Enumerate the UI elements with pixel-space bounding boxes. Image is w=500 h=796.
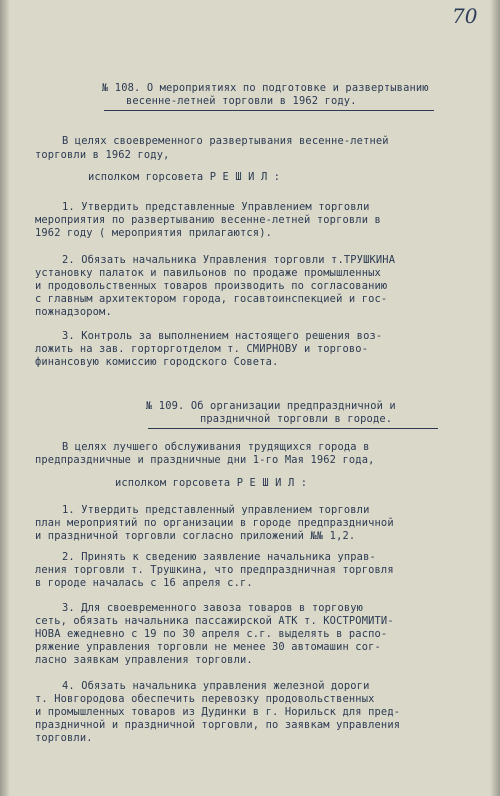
section-108-intro-line-1: В целях своевременного развертывания весенне-летней <box>62 135 389 147</box>
section-108-item-2-line-3: и продовольственных товаров производить по согласованию <box>35 280 388 292</box>
section-108-intro-line-2: торговли в 1962 году, <box>35 149 170 161</box>
section-109-intro-line-2: предпраздничные и праздничные дни 1-го Мая 1962 года, <box>35 454 375 466</box>
section-108-title-line-1: № 108. О мероприятиях по подготовке и развертыванию <box>102 82 429 94</box>
section-109-decided: исполком горсовета Р Е Ш И Л : <box>115 477 308 489</box>
page-edge-shadow-left <box>0 0 10 796</box>
section-108-item-2-line-5: пожнадзором. <box>35 306 112 318</box>
section-109-item-1-line-3: и праздничной торговли согласно приложений №№ 1,2. <box>35 530 356 542</box>
section-109-item-4-line-2: т. Новгородова обеспечить перевозку продовольственных <box>35 693 375 705</box>
section-108-item-2-line-4: с главным архитектором города, госавтоинспекцией и гос- <box>35 293 388 305</box>
section-108-title-line-2: весенне-летней торговли в 1962 году. <box>126 95 357 107</box>
section-108-item-2-line-2: установку палаток и павильонов по продаже промышленных <box>35 267 381 279</box>
section-109-item-1-line-2: план мероприятий по организации в городе предпраздничной <box>35 517 394 529</box>
page-number: 70 <box>452 4 478 28</box>
section-109-title-line-1: № 109. Об организации предпраздничной и <box>146 400 396 412</box>
section-109-title-line-2: праздничной торговли в городе. <box>200 413 393 425</box>
section-108-item-2-line-1: 2. Обязать начальника Управления торговли т.ТРУШКИНА <box>62 254 396 266</box>
page-edge-shadow-right <box>490 0 500 796</box>
section-109-item-2-line-2: ления торговли т. Трушкина, что предпраздничная торговля <box>35 564 394 576</box>
section-108-item-1-line-1: 1. Утвердить представленные Управлением торговли <box>62 201 370 213</box>
section-108-item-3-line-2: ложить на зав. горторготделом т. СМИРНОВУ и торгово- <box>35 343 369 355</box>
section-108-item-1-line-2: мероприятия по развертыванию весенне-летней торговли в <box>35 214 381 226</box>
section-109-item-2-line-1: 2. Принять к сведению заявление начальника управ- <box>62 551 376 563</box>
section-108-title-underline <box>104 110 434 111</box>
section-109-item-2-line-3: в городе началась с 16 апреля с.г. <box>35 577 253 589</box>
section-109-item-3-line-4: ряжение управления торговли не менее 30 автомашин сог- <box>35 641 381 653</box>
section-109-item-1-line-1: 1. Утвердить представленный управлением торговли <box>62 504 370 516</box>
section-109-item-3-line-1: 3. Для своевременного завоза товаров в торговую <box>62 602 364 614</box>
section-109-intro-line-1: В целях лучшего обслуживания трудящихся города в <box>62 441 370 453</box>
section-109-title-underline <box>148 428 438 429</box>
section-109-item-4-line-4: праздничной и праздничной торговли, по заявкам управления <box>35 719 401 731</box>
section-108-item-1-line-3: 1962 году ( мероприятия прилагаются). <box>35 227 273 239</box>
section-109-item-3-line-2: сеть, обязать начальника пассажирской АТК т. КОСТРОМИТИ- <box>35 615 394 627</box>
section-109-item-4-line-5: торговли. <box>35 732 93 744</box>
section-109-item-4-line-1: 4. Обязать начальника управления железной дороги <box>62 680 370 692</box>
section-108-item-3-line-3: финансовую комиссию городского Совета. <box>35 356 279 368</box>
section-108-decided: исполком горсовета Р Е Ш И Л : <box>88 171 281 183</box>
section-109-item-3-line-5: ласно заявкам управления торговли. <box>35 654 253 666</box>
section-108-item-3-line-1: 3. Контроль за выполнением настоящего решения воз- <box>62 330 383 342</box>
section-109-item-3-line-3: НОВА ежедневно с 19 по 30 апреля с.г. выделять в распо- <box>35 628 388 640</box>
section-109-item-4-line-3: и промышленных товаров из Дудинки в г. Норильск для пред- <box>35 706 401 718</box>
